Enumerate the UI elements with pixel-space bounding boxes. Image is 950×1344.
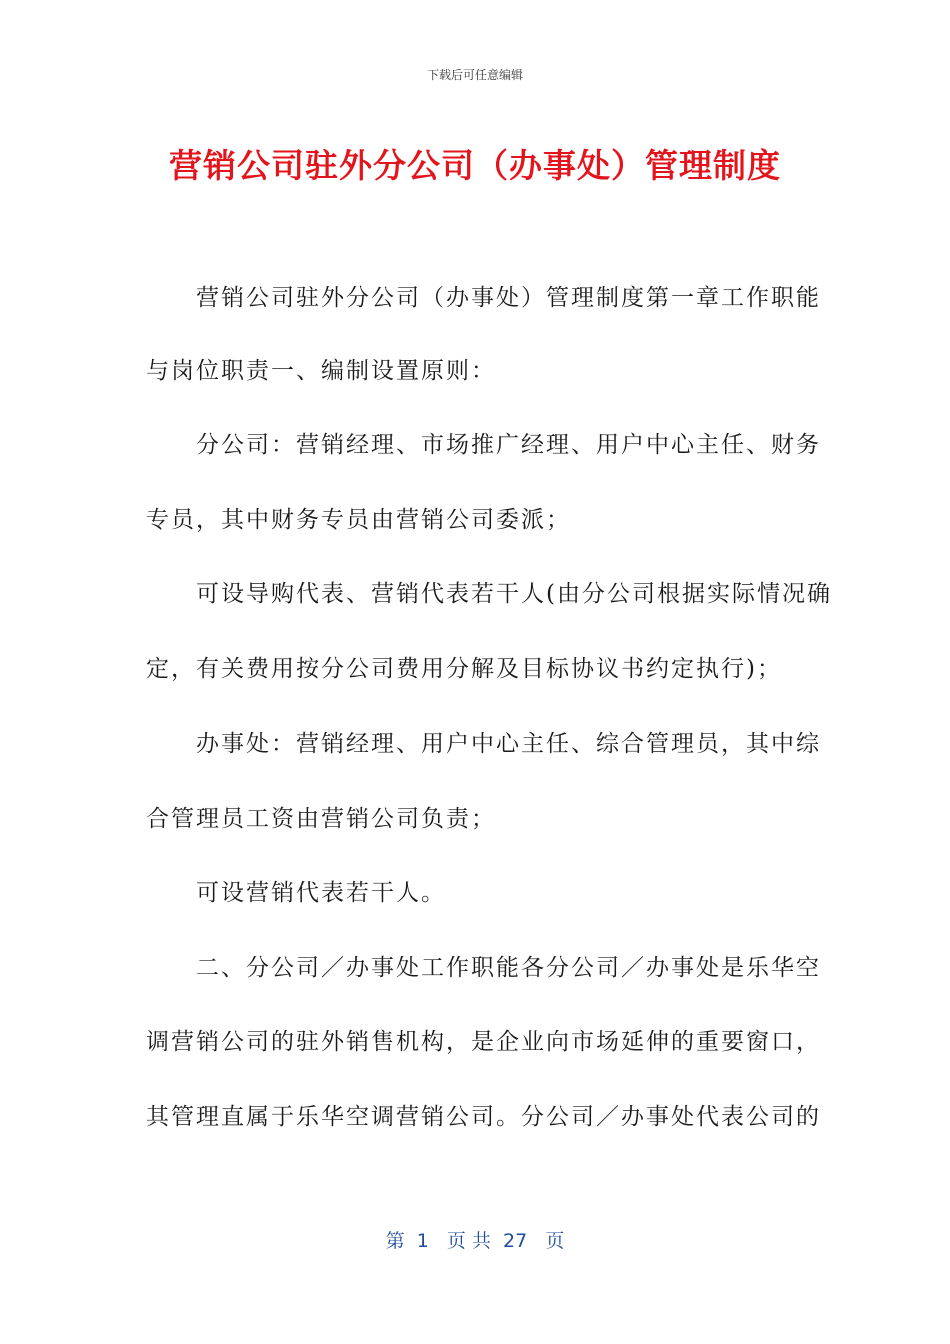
body-line-1: 营销公司驻外分公司（办事处）管理制度第一章工作职能: [146, 285, 821, 311]
page-number-footer: 第 1 页 共 27 页: [385, 1230, 565, 1252]
body-line-3: 分公司：营销经理、市场推广经理、用户中心主任、财务: [146, 432, 821, 458]
body-line-9: 可设营销代表若干人。: [146, 880, 446, 906]
body-line-5: 可设导购代表、营销代表若干人(由分公司根据实际情况确: [146, 581, 832, 607]
body-line-11: 调营销公司的驻外销售机构，是企业向市场延伸的重要窗口，: [146, 1029, 821, 1055]
body-line-2: 与岗位职责一、编制设置原则：: [146, 358, 496, 384]
body-line-4: 专员，其中财务专员由营销公司委派；: [146, 507, 571, 533]
body-line-10: 二、分公司／办事处工作职能各分公司／办事处是乐华空: [146, 955, 821, 981]
body-line-8: 合管理员工资由营销公司负责；: [146, 806, 496, 832]
download-note: 下载后可任意编辑: [426, 68, 523, 82]
body-line-7: 办事处：营销经理、用户中心主任、综合管理员，其中综: [146, 731, 821, 757]
document-title: 营销公司驻外分公司（办事处）管理制度: [169, 146, 781, 185]
body-line-12: 其管理直属于乐华空调营销公司。分公司／办事处代表公司的: [146, 1104, 821, 1130]
body-line-6: 定，有关费用按分公司费用分解及目标协议书约定执行)；: [146, 656, 782, 682]
